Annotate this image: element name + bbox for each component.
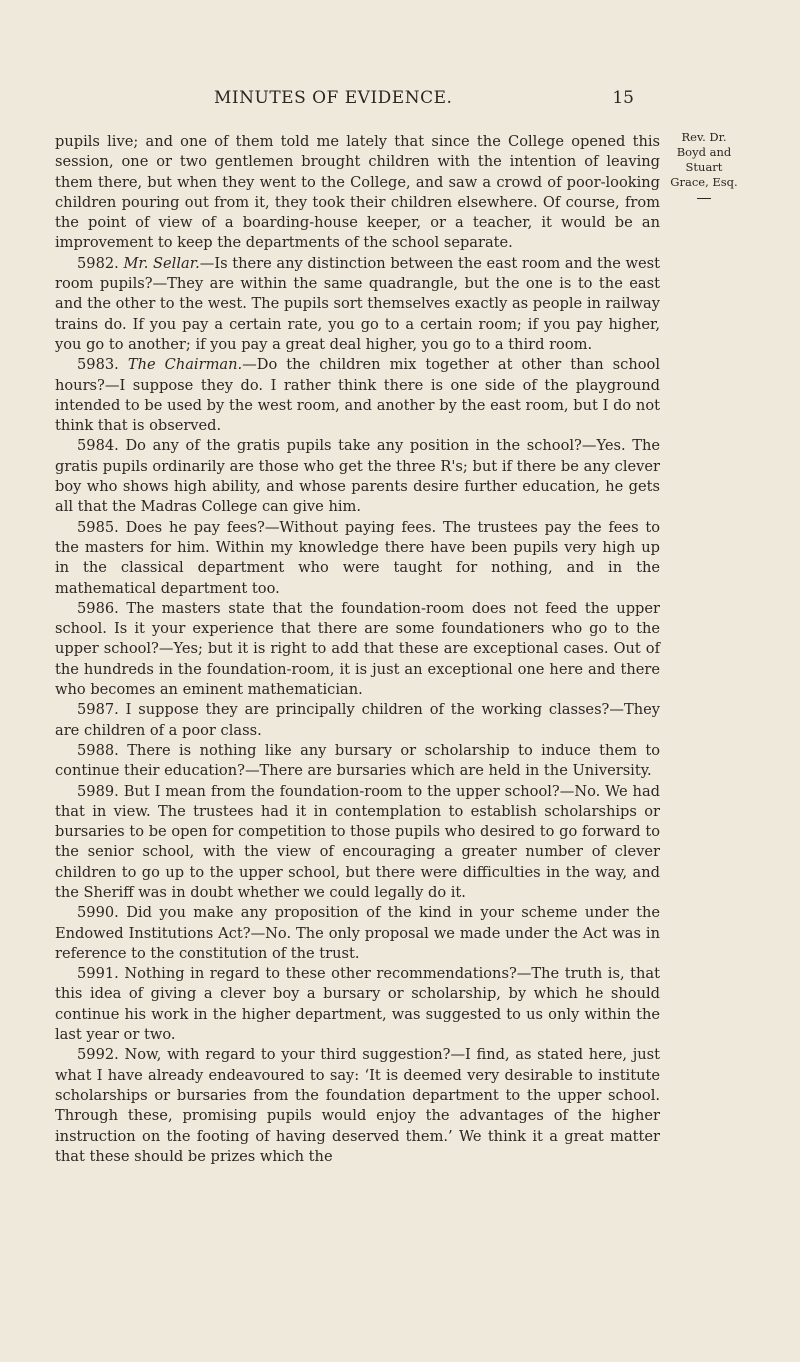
question-5986 (55, 599, 660, 700)
question-5991 (55, 964, 660, 1045)
paragraph-text: —Is there any distinction between the east room and the west room pupils?—They are within the same quadrangle, but the one is to the east and the other to the west. The pupils sort themselves exactly as people in railway trains do. If you pay a certain rate, you go to a certain room; if you pay higher, you go to another; if you pay a great deal higher, you go to a third room. (55, 254, 660, 353)
paragraph-text: pupils live; and one of them told me lately that since the College opened this session, one or two gentlemen brought children with the intention of leaving them there, but when they went to the College, and saw a crowd of poor-looking children pouring out from it, they took their children elsewhere. Of course, from the point of view of a boarding-house keeper, or a teacher, it would be an improvement to keep the departments of the school separate. (55, 133, 660, 252)
question-5983 (55, 355, 660, 436)
question-5989 (55, 782, 660, 904)
paragraph-text: Nothing in regard to these other recommendations?—The truth is, that this idea of giving a clever boy a bursary or scholarship, by which he should continue his work in the higher department, was suggested to us only within the last year or two. (55, 965, 660, 1044)
speaker-name: Mr. Sellar. (123, 254, 200, 272)
page-header (214, 88, 634, 112)
paragraph-text: But I mean from the foundation-room to the upper school?—No. We had that in view. The trustees had it in contemplation to establish scholarships or bursaries to be open for competition to those pupils who desired to go forward to the senior school, with the view of encouraging a greater number of clever children to go up to the upper school, but there were difficulties in the way, and the Sheriff was in doubt whether we could legally do it. (55, 782, 660, 901)
question-number: 5985. (77, 518, 119, 536)
question-5987 (55, 700, 660, 741)
question-5982 (55, 254, 660, 355)
paragraph-text: Did you make any proposition of the kind in your scheme under the Endowed Institutions Act?—No. The only proposal we made under the Act was in reference to the constitution of the trust. (55, 904, 661, 962)
margin-note-line: Stuart (685, 160, 723, 174)
paragraph-text: —Do the children mix together at other than school hours?—I suppose they do. I rather think there is one side of the playground intended to be used by the west room, and another by the east room, but I do not think that is observed. (55, 356, 660, 435)
question-5990 (55, 903, 660, 964)
question-5992 (55, 1045, 660, 1167)
paragraph-continuation (55, 132, 660, 254)
paragraph-text: Do any of the gratis pupils take any position in the school?—Yes. The gratis pupils ordinarily are those who get the three R's; but if there be any clever boy who shows high ability, and whose parents desire further education, he gets all that the Madras College can give him. (55, 437, 661, 516)
margin-note-witness (668, 130, 740, 199)
paragraph-text: Now, with regard to your third suggestion?—I find, as stated here, just what I have already endeavoured to say: ‘It is deemed very desirable to institute scholarships or bursaries from the foundation department to the upper school. Through these, promising pupils would enjoy the advantages of the higher instruction on the footing of having deserved them.’ We think it a great matter that these should be prizes which the (55, 1046, 660, 1165)
margin-note-line: Grace, Esq. (670, 175, 738, 189)
paragraph-text: Does he pay fees?—Without paying fees. The trustees pay the fees to the masters for him. Within my knowledge there have been pupils very high up in the classical department who were taught for nothing, and in the mathematical department too. (55, 518, 660, 597)
question-number: 5991. (77, 965, 119, 983)
question-5984 (55, 436, 660, 517)
paragraph-text: The masters state that the foundation-room does not feed the upper school. Is it your experience that there are some foundationers who go to the upper school?—Yes; but it is right to add that these are exceptional cases. Out of the hundreds in the foundation-room, it is just an exceptional one here and there who becomes an eminent mathematician. (55, 599, 660, 699)
question-5988 (55, 741, 660, 782)
question-number: 5984. (77, 437, 119, 455)
question-5985 (55, 518, 660, 599)
margin-dash (697, 198, 711, 199)
question-number: 5982. (77, 254, 119, 272)
speaker-name: The Chairman. (127, 356, 243, 374)
body-text (55, 132, 660, 1167)
paragraph-text: There is nothing like any bursary or scholarship to induce them to continue their education?—There are bursaries which are held in the University. (55, 741, 660, 780)
question-number: 5986. (77, 599, 119, 617)
paragraph-text: I suppose they are principally children of the working classes?—They are children of a poor class. (55, 701, 660, 739)
question-number: 5983. (77, 356, 119, 374)
question-number: 5992. (77, 1046, 119, 1064)
page-number: 15 (612, 88, 634, 108)
question-number: 5989. (77, 782, 119, 800)
question-number: 5988. (77, 741, 119, 759)
margin-note-line: Rev. Dr. (681, 130, 727, 144)
running-title: MINUTES OF EVIDENCE. (214, 88, 453, 108)
question-number: 5990. (77, 904, 119, 922)
question-number: 5987. (77, 701, 119, 719)
margin-note-line: Boyd and (676, 145, 732, 159)
